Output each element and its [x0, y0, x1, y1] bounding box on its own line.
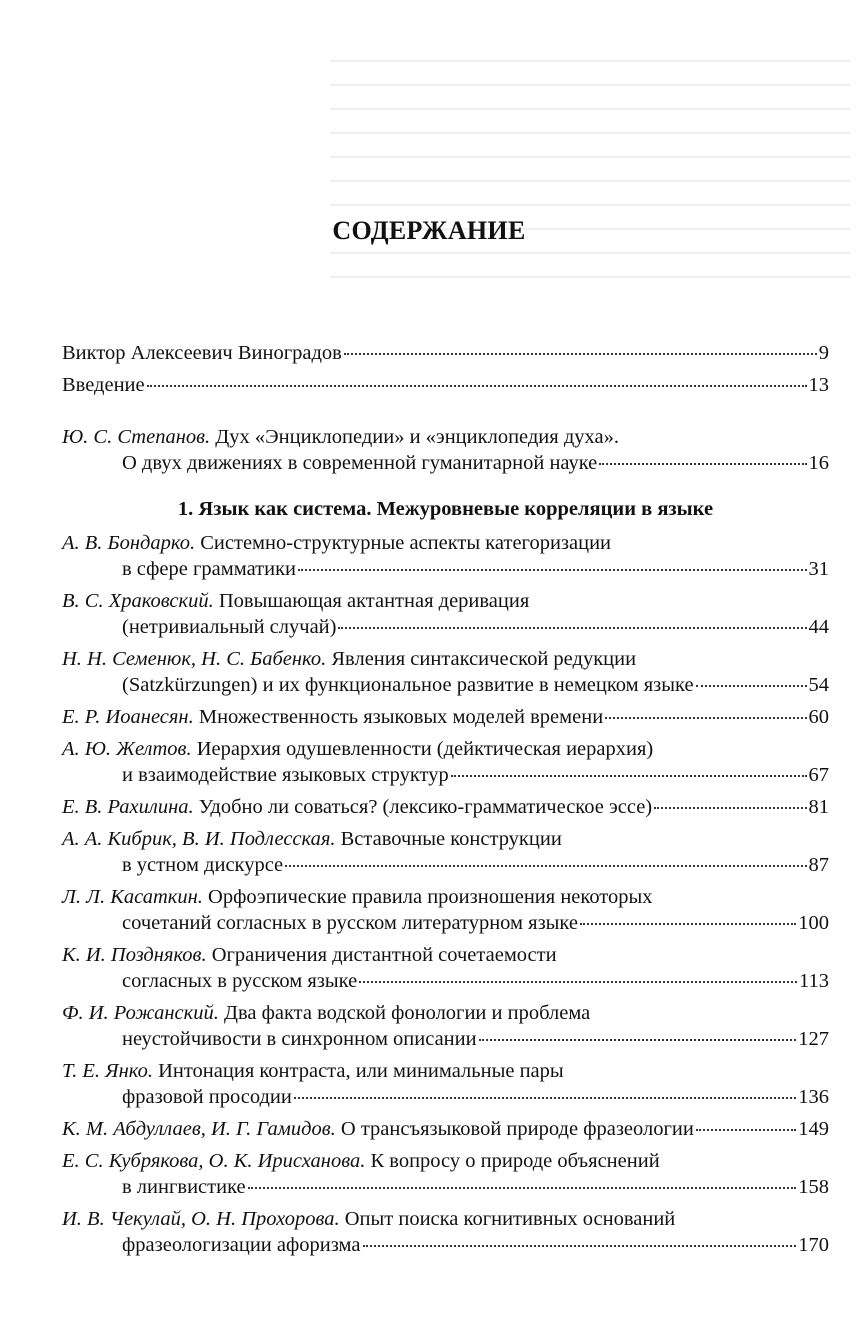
page-number: 113 [799, 970, 829, 992]
entry-title-continued: и взаимодействие языковых структур [122, 764, 449, 786]
entry-title: Множественность языковых моделей времени [198, 706, 604, 728]
toc-entry[interactable] [62, 530, 829, 582]
entry-title: Ограничения дистантной сочетаемости [211, 944, 557, 966]
dot-leader [338, 627, 806, 629]
page-number: 67 [808, 764, 829, 786]
toc-entry[interactable] [62, 826, 829, 878]
entry-author: И. В. Чекулай, О. Н. Прохорова. [62, 1208, 340, 1230]
toc-entry[interactable] [62, 646, 829, 698]
entry-title-continued: фразеологизации афоризма [122, 1234, 361, 1256]
entry-title-continued: сочетаний согласных в русском литературном языке [122, 912, 578, 934]
page-number: 13 [808, 374, 829, 396]
dot-leader [147, 385, 807, 387]
entry-title: Удобно ли соваться? (лексико-грамматическое эссе) [198, 796, 653, 818]
dot-leader [285, 865, 806, 867]
entry-title: Интонация контраста, или минимальные пары [158, 1060, 564, 1082]
dot-leader [696, 1129, 796, 1131]
toc-entry[interactable] [62, 1206, 829, 1258]
entry-title: Введение [62, 374, 145, 396]
dot-leader [580, 923, 796, 925]
entry-title: Два факта водской фонологии и проблема [223, 1002, 591, 1024]
dot-leader [294, 1097, 796, 1099]
dot-leader [451, 775, 807, 777]
toc-entry[interactable] [62, 424, 829, 476]
dot-leader [605, 717, 806, 719]
entry-title: Явления синтаксической редукции [331, 648, 637, 670]
entry-title: Системно-структурные аспекты категоризации [200, 532, 612, 554]
dot-leader [599, 463, 806, 465]
dot-leader [298, 569, 807, 571]
entry-title-continued: в лингвистике [122, 1176, 246, 1198]
entry-author: А. В. Бондарко. [62, 532, 196, 554]
entry-author: Ф. И. Рожанский. [62, 1002, 219, 1024]
entry-author: В. С. Храковский. [62, 590, 214, 612]
entry-title: Вставочные конструкции [340, 828, 562, 850]
entry-title: Дух «Энциклопедии» и «энциклопедия духа». [215, 426, 619, 448]
entry-author: Н. Н. Семенюк, Н. С. Бабенко. [62, 648, 327, 670]
toc-entry[interactable] [62, 1116, 829, 1142]
entry-title: Повышающая актантная деривация [218, 590, 530, 612]
page-number: 16 [808, 452, 829, 474]
toc-entry[interactable] [62, 1058, 829, 1110]
page-number: 136 [798, 1086, 829, 1108]
entry-author: Е. В. Рахилина. [62, 796, 194, 818]
entry-author: А. Ю. Желтов. [62, 738, 192, 760]
page-number: 31 [808, 558, 829, 580]
page-number: 81 [808, 796, 829, 818]
dot-leader [654, 807, 806, 809]
entry-title-continued: (Satzkürzungen) и их функциональное развитие в немецком языке [122, 674, 694, 696]
dot-leader [363, 1245, 797, 1247]
dot-leader [248, 1187, 797, 1189]
page-number: 9 [818, 342, 829, 364]
toc-entry[interactable] [62, 942, 829, 994]
page-number: 44 [808, 616, 829, 638]
page-number: 158 [798, 1176, 829, 1198]
entry-title: К вопросу о природе объяснений [370, 1150, 660, 1172]
page-number: 170 [798, 1234, 829, 1256]
entry-author: Т. Е. Янко. [62, 1060, 153, 1082]
page-number: 127 [798, 1028, 829, 1050]
dot-leader [344, 353, 817, 355]
toc-entry[interactable] [62, 794, 829, 820]
page-number: 149 [798, 1118, 829, 1140]
entry-title-continued: в сфере грамматики [122, 558, 296, 580]
dot-leader [696, 685, 807, 687]
page-number: 60 [808, 706, 829, 728]
entry-author: А. А. Кибрик, В. И. Подлесская. [62, 828, 336, 850]
page-number: 54 [808, 674, 829, 696]
entry-title-continued: фразовой просодии [122, 1086, 292, 1108]
toc-entry[interactable] [62, 704, 829, 730]
entry-title: Опыт поиска когнитивных оснований [344, 1208, 676, 1230]
toc-entry[interactable] [62, 340, 829, 366]
entry-author: Л. Л. Касаткин. [62, 886, 203, 908]
entry-title-continued: в устном дискурсе [122, 854, 284, 876]
toc-entry[interactable] [62, 372, 829, 398]
entry-title-continued: (нетривиальный случай) [122, 616, 337, 638]
page-number: 87 [808, 854, 829, 876]
table-of-contents [62, 340, 829, 1264]
section-heading: 1. Язык как система. Межуровневые корреляции в языке [177, 498, 714, 520]
entry-title: Иерархия одушевленности (дейктическая иерархия) [196, 738, 654, 760]
entry-author: К. И. Поздняков. [62, 944, 207, 966]
entry-title-continued: согласных в русском языке [122, 970, 358, 992]
entry-title: Орфоэпические правила произношения некоторых [208, 886, 653, 908]
dot-leader [359, 981, 797, 983]
entry-author: К. М. Абдуллаев, И. Г. Гамидов. [62, 1118, 336, 1140]
show-through-background [330, 60, 850, 360]
entry-title: Виктор Алексеевич Виноградов [62, 342, 342, 364]
toc-entry[interactable] [62, 884, 829, 936]
toc-entry[interactable] [62, 1148, 829, 1200]
entry-author: Ю. С. Степанов. [62, 426, 211, 448]
entry-title: О трансъязыковой природе фразеологии [340, 1118, 694, 1140]
entry-title-continued: неустойчивости в синхронном описании [122, 1028, 477, 1050]
page-number: 100 [798, 912, 829, 934]
toc-entry[interactable] [62, 588, 829, 640]
page-title: СОДЕРЖАНИЕ [332, 216, 526, 245]
dot-leader [479, 1039, 797, 1041]
toc-entry[interactable] [62, 1000, 829, 1052]
entry-author: Е. С. Кубрякова, О. К. Ирисханова. [62, 1150, 366, 1172]
entry-author: Е. Р. Иоанесян. [62, 706, 194, 728]
entry-title-continued: О двух движениях в современной гуманитарной науке [122, 452, 598, 474]
toc-entry[interactable] [62, 736, 829, 788]
